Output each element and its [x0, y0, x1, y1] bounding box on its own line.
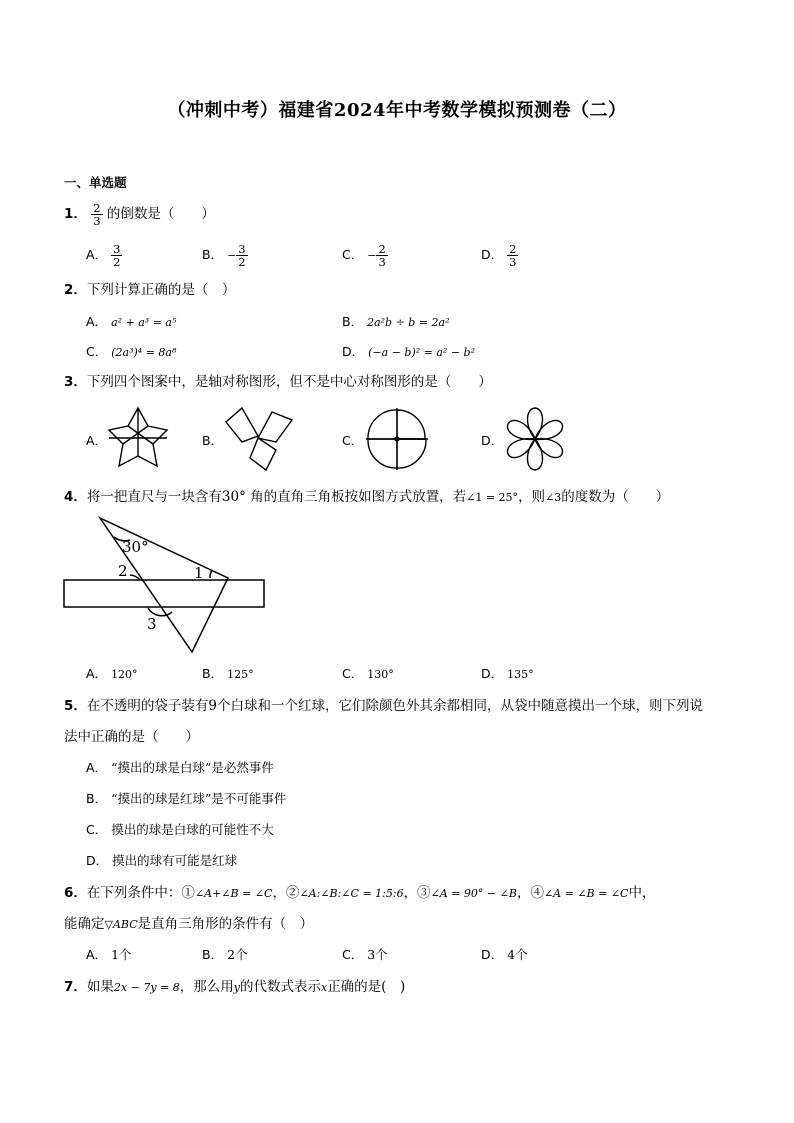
question-number: 2． — [64, 282, 87, 298]
figure-c-pinwheel — [362, 404, 432, 474]
option-b[interactable]: B． − $\frac{3}{2}$ — [202, 242, 246, 269]
question-number: 3． — [64, 374, 87, 390]
question-1 — [64, 202, 215, 227]
question-text: 下列四个图案中，是轴对称图形，但不是中心对称图形的是（ ） — [86, 374, 492, 390]
fraction: $\frac{2}{3}$ — [93, 201, 101, 228]
question-4: 4．将一把直尺与一块含有30° 角的直角三角板按如图方式放置，若∠1 = 25°，则∠3的度数为（ ） — [64, 489, 670, 505]
option-c[interactable]: C． (2a³)⁴ = 8a⁸ — [86, 344, 177, 359]
ruler-triangle-figure — [60, 512, 272, 657]
angle-label-3: 3 — [147, 615, 157, 633]
question-text: 的倒数是（ ） — [106, 206, 215, 222]
question-number: 6． — [64, 885, 87, 901]
option-d[interactable]: D． 摸出的球有可能是红球 — [86, 853, 238, 868]
option-d[interactable]: D． 135° — [481, 666, 534, 681]
option-a[interactable]: A． 1个 — [86, 947, 132, 962]
option-c[interactable]: C． 130° — [342, 666, 394, 681]
question-number: 4． — [64, 489, 87, 505]
option-a[interactable]: A． 120° — [86, 666, 138, 681]
question-text: 在不透明的袋子装有9个白球和一个红球，它们除颜色外其余都相同，从袋中随意摸出一个球，则下列说 — [86, 698, 703, 714]
section-heading: 一、单选题 — [64, 175, 127, 190]
option-b[interactable]: B． — [202, 433, 224, 448]
angle-label-30: 30° — [122, 538, 149, 556]
question-5-line-2: 法中正确的是（ ） — [64, 729, 199, 745]
option-b[interactable]: B． 2a²b ÷ b = 2a² — [342, 314, 450, 329]
option-a[interactable]: A． — [86, 433, 108, 448]
option-c[interactable]: C． 摸出的球是白球的可能性不大 — [86, 822, 274, 837]
question-number: 5． — [64, 698, 87, 714]
angle-label-1: 1 — [194, 564, 204, 582]
option-c[interactable]: C． 3个 — [342, 947, 388, 962]
option-c[interactable]: C． — [342, 433, 364, 448]
option-a[interactable]: A． “摸出的球是白球”是必然事件 — [86, 760, 274, 775]
question-text: 将一把直尺与一块含有30° 角的直角三角板按如图方式放置，若 — [86, 489, 467, 505]
angle-label-2: 2 — [118, 562, 128, 580]
option-b[interactable]: B． 125° — [202, 666, 254, 681]
option-a[interactable]: A． $\frac{3}{2}$ — [86, 242, 121, 269]
question-7: 7．如果2x − 7y = 8，那么用y的代数式表示x正确的是( ) — [64, 979, 406, 995]
question-number: 7． — [64, 979, 87, 995]
question-5 — [64, 696, 703, 716]
question-2 — [64, 280, 235, 300]
option-b[interactable]: B． 2个 — [202, 947, 248, 962]
option-a[interactable]: A． a² + a³ = a⁵ — [86, 314, 177, 329]
figure-d-flower — [500, 404, 570, 474]
option-d[interactable]: D． — [481, 433, 504, 448]
question-number: 1． — [64, 206, 87, 222]
option-b[interactable]: B． “摸出的球是红球”是不可能事件 — [86, 791, 287, 806]
question-3 — [64, 372, 492, 392]
option-d[interactable]: D． $\frac{2}{3}$ — [481, 242, 517, 269]
option-c[interactable]: C． − $\frac{2}{3}$ — [342, 242, 386, 269]
option-d[interactable]: D． 4个 — [481, 947, 528, 962]
question-6-line-2: 能确定▽ABC是直角三角形的条件有（ ） — [64, 916, 314, 932]
figure-a-star-shape — [105, 404, 171, 472]
page-title: （冲刺中考）福建省2024年中考数学模拟预测卷（二） — [167, 100, 627, 121]
option-d[interactable]: D． (−a − b)² = a² − b² — [342, 344, 475, 359]
figure-b-three-rhombi — [222, 404, 294, 472]
question-text: 下列计算正确的是（ ） — [86, 282, 236, 298]
question-6: 6．在下列条件中：①∠A+∠B = ∠C，②∠A:∠B:∠C = 1:5:6，③∠A = 90° − ∠B，④∠A = ∠B = ∠C中， — [64, 885, 656, 901]
